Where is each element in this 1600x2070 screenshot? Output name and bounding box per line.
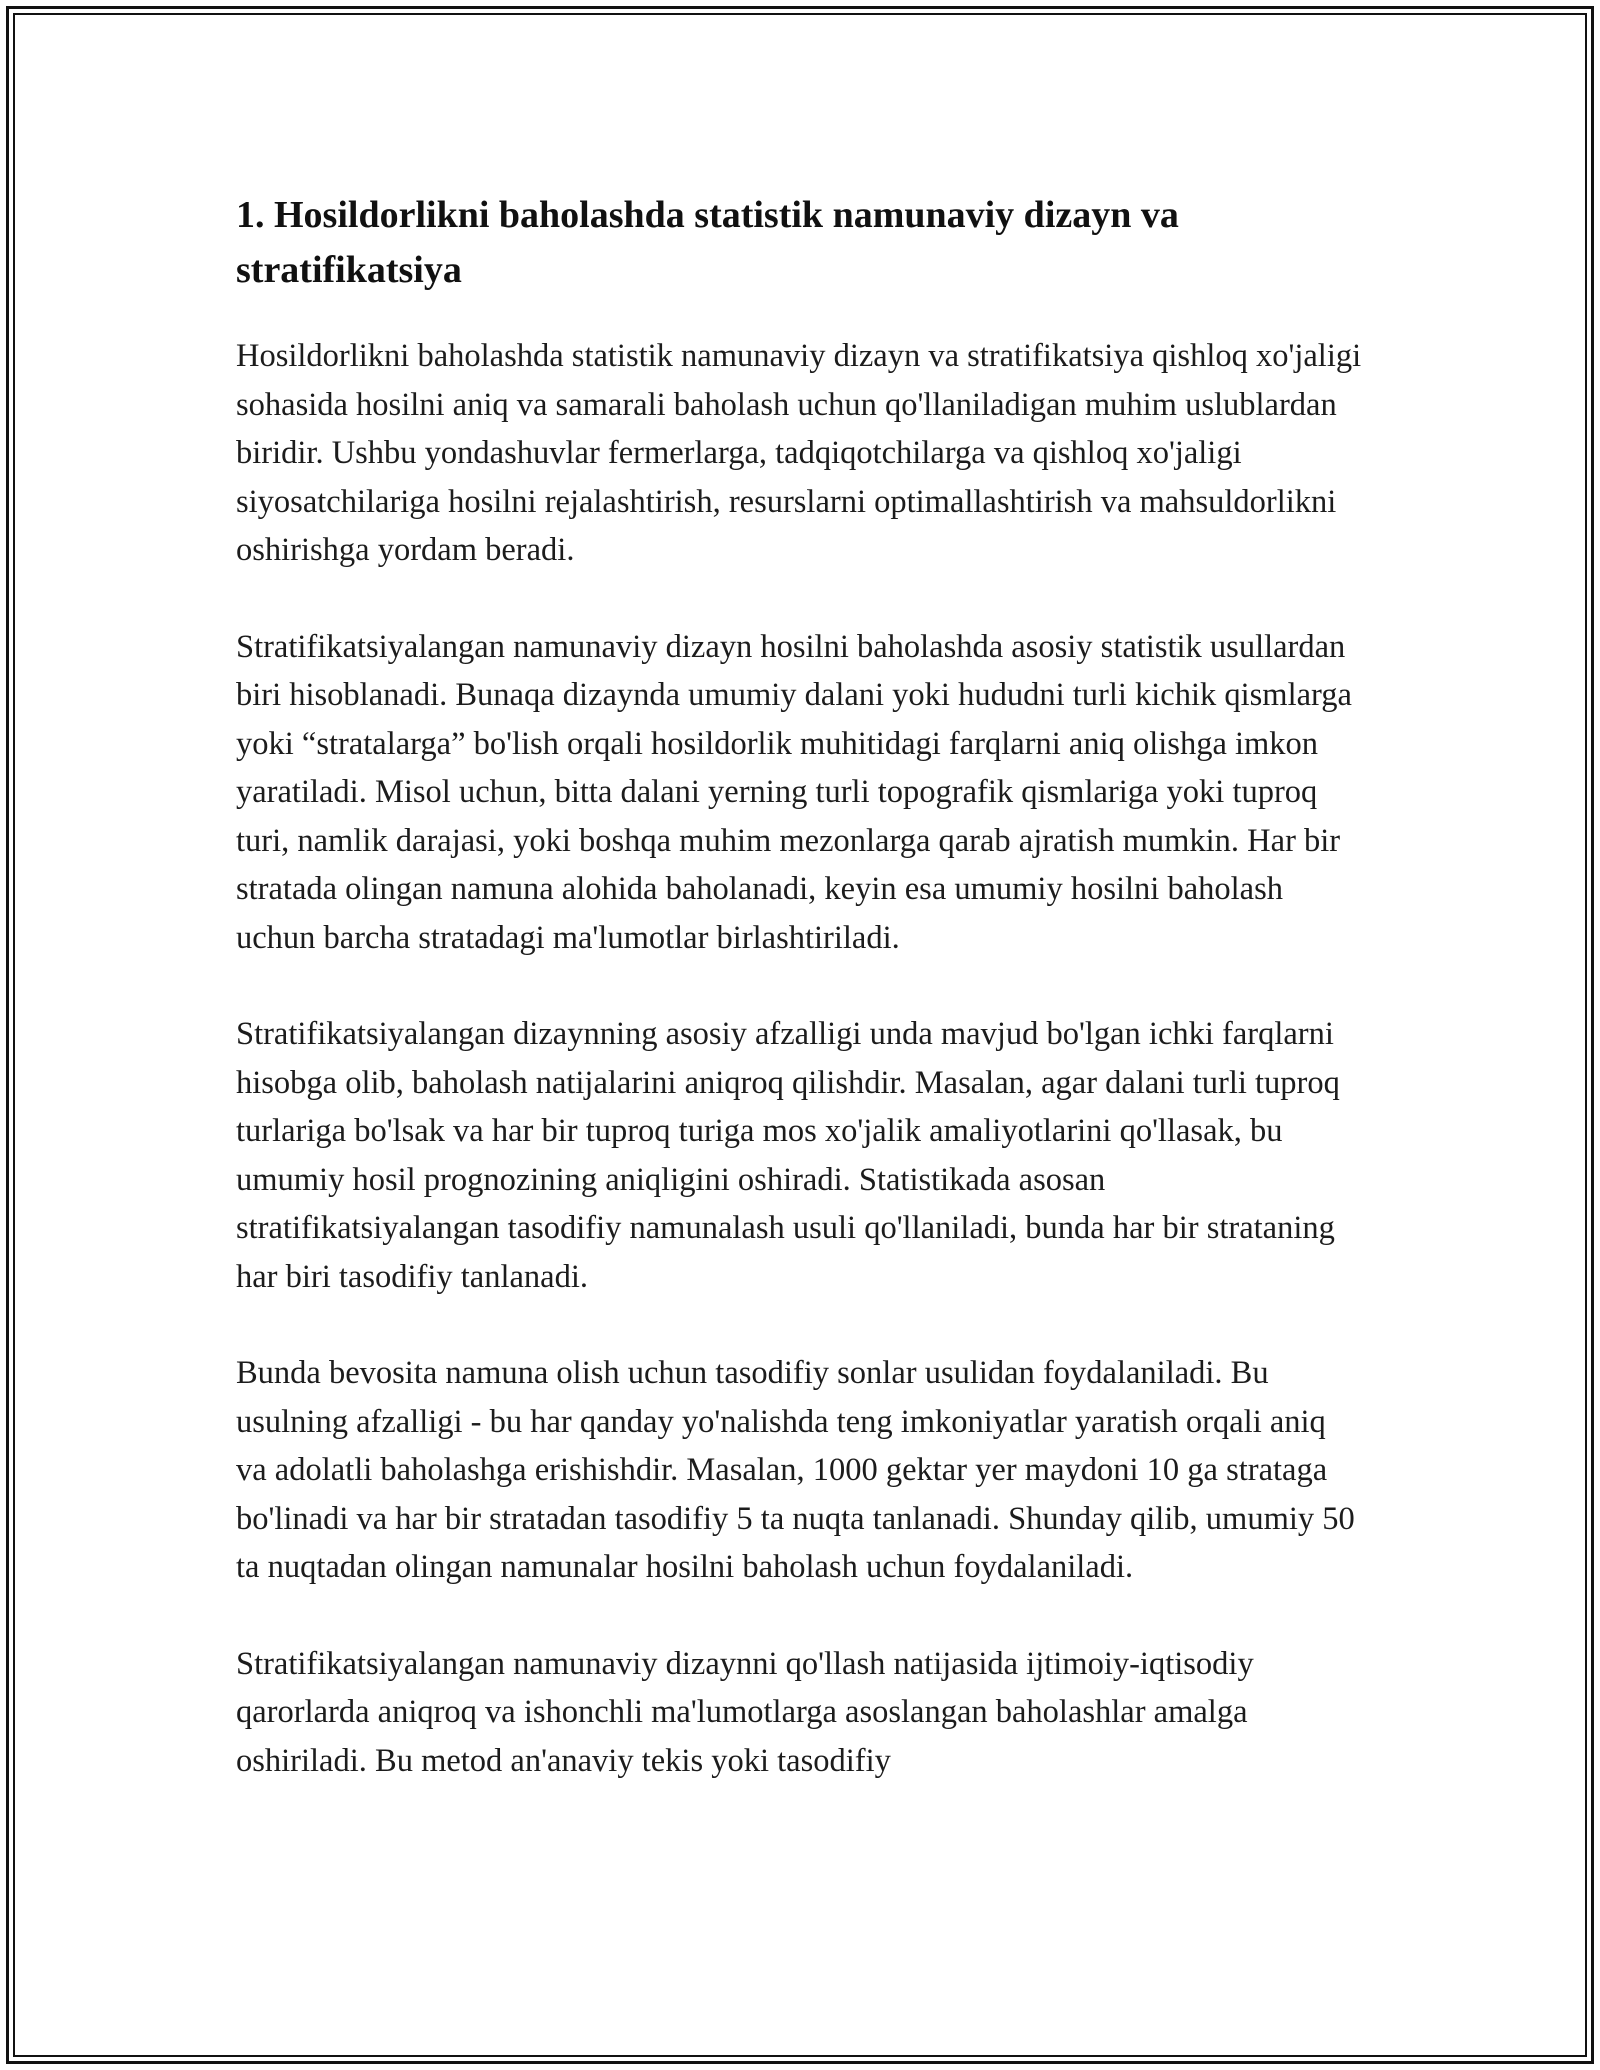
paragraph-2: Stratifikatsiyalangan namunaviy dizayn hosilni baholashda asosiy statistik usullardan biri hisoblanadi. Bunaqa dizaynda umumiy dalani yoki hududni turli kichik qismlarga yoki “stratalarga” bo'lish orqali hosildorlik muhitidagi farqlarni aniq olishga imkon yaratiladi. Misol uchun, bitta dalani yerning turli topografik qismlariga yoki tuproq turi, namlik darajasi, yoki boshqa muhim mezonlarga qarab ajratish mumkin. Har bir stratada olingan namuna alohida baholanadi, keyin esa umumiy hosilni baholash uchun barcha stratadagi ma'lumotlar birlashtiriladi. [236,628,1352,956]
paragraph-3: Stratifikatsiyalangan dizaynning asosiy afzalligi unda mavjud bo'lgan ichki farqlarni hisobga olib, baholash natijalarini aniqroq qilishdir. Masalan, agar dalani turli tuproq turlariga bo'lsak va har bir tuproq turiga mos xo'jalik amaliyotlarini qo'llasak, bu umumiy hosil prognozining aniqligini oshiradi. Statistikada asosan stratifikatsiyalangan tasodifiy namunalash usuli qo'llaniladi, bunda har bir strataning har biri tasodifiy tanlanadi. [236,1016,1340,1295]
section-heading: 1. Hosildorlikni baholashda statistik namunaviy dizayn va stratifikatsiya [236,194,1179,291]
paragraph-4: Bunda bevosita namuna olish uchun tasodifiy sonlar usulidan foydalaniladi. Bu usulning afzalligi - bu har qanday yo'nalishda teng imkoniyatlar yaratish orqali aniq va adolatli baholashga erishishdir. Masalan, 1000 gektar yer maydoni 10 ga strataga bo'linadi va har bir stratadan tasodifiy 5 ta nuqta tanlanadi. Shunday qilib, umumiy 50 ta nuqtadan olingan namunalar hosilni baholash uchun foydalaniladi. [236,1355,1355,1585]
paragraph-5: Stratifikatsiyalangan namunaviy dizaynni qo'llash natijasida ijtimoiy-iqtisodiy qarorlarda aniqroq va ishonchli ma'lumotlarga asoslangan baholashlar amalga oshiriladi. Bu metod an'anaviy tekis yoki tasodifiy [236,1645,1254,1779]
document-body [236,188,1364,1833]
paragraph-1: Hosildorlikni baholashda statistik namunaviy dizayn va stratifikatsiya qishloq xo'jaligi sohasida hosilni aniq va samarali baholash uchun qo'llaniladigan muhim uslublardan biridir. Ushbu yondashuvlar fermerlarga, tadqiqotchilarga va qishloq xo'jaligi siyosatchilariga hosilni rejalashtirish, resurslarni optimallashtirish va mahsuldorlikni oshirishga yordam beradi. [236,338,1362,568]
